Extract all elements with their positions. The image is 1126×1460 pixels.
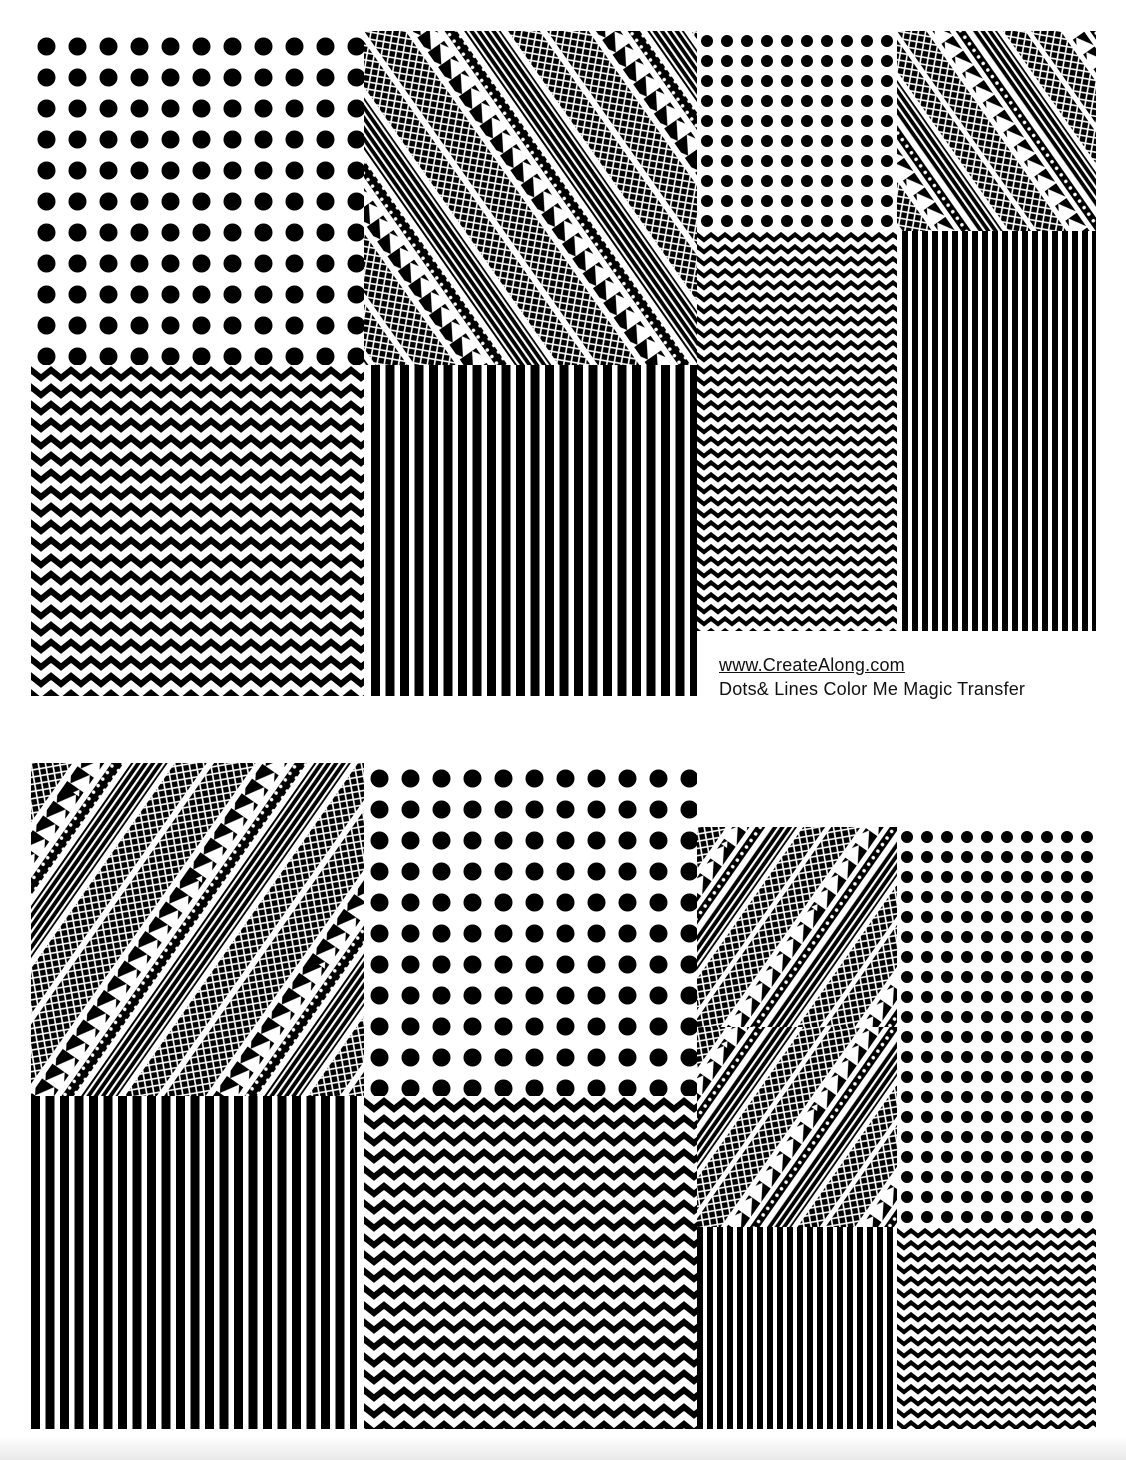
tribal-tile-bottom-small-2 (697, 1027, 897, 1227)
website-link[interactable]: www.CreateAlong.com (719, 655, 905, 675)
dots-tile-top-small (697, 31, 897, 231)
chevron-tile-top-small (697, 231, 897, 631)
chevron-tile-bottom-small (897, 1227, 1096, 1429)
stripes-tile-top-large (371, 365, 697, 696)
dots-tile-bottom-small-1 (897, 827, 1096, 1027)
chevron-tile-bottom-large (364, 1096, 697, 1429)
stripes-tile-bottom-large (31, 1096, 357, 1429)
sheet-title: Dots& Lines Color Me Magic Transfer (719, 679, 1026, 699)
chevron-tile-top-large (31, 365, 364, 696)
stripes-tile-bottom-small (697, 1227, 894, 1429)
tribal-tile-top-small (897, 31, 1096, 231)
dots-tile-bottom-large (364, 763, 697, 1096)
tribal-tile-bottom-large (31, 763, 364, 1096)
stripes-tile-top-small (902, 231, 1096, 631)
dots-tile-top-large (31, 31, 364, 365)
tribal-tile-bottom-small-1 (697, 827, 897, 1027)
dots-tile-bottom-small-2 (897, 1027, 1096, 1227)
tribal-tile-top-large (364, 31, 697, 365)
caption-block (719, 653, 1025, 701)
page-bottom-shadow (0, 1436, 1126, 1460)
